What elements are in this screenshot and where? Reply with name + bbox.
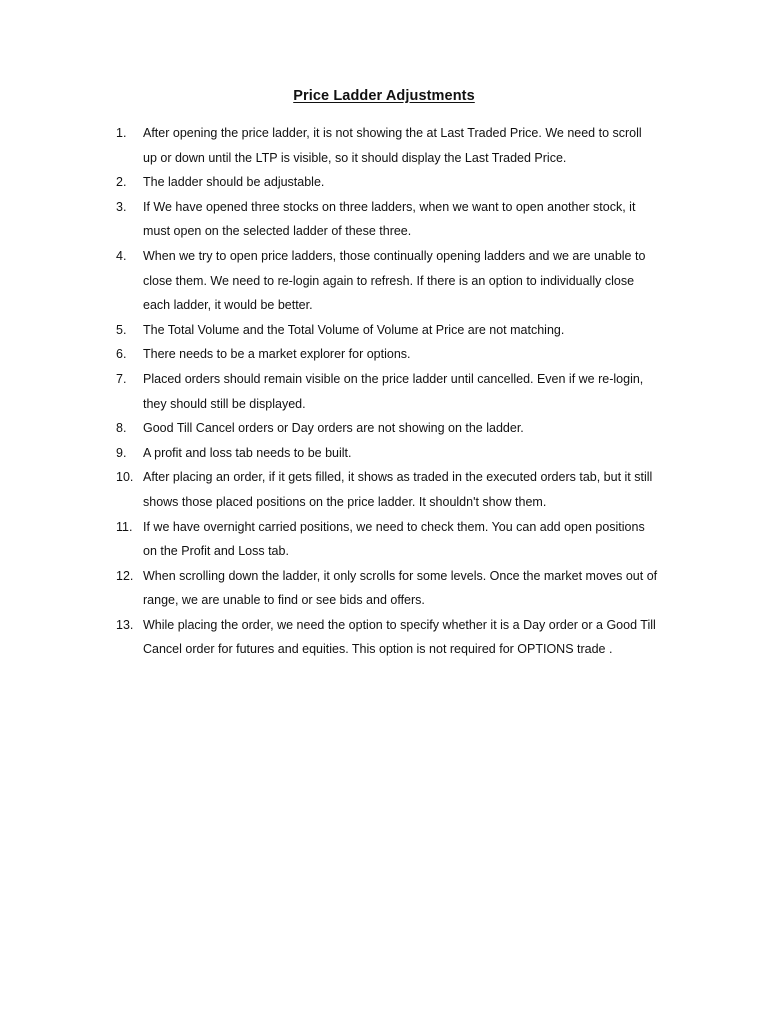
list-item-number: 3.: [116, 199, 127, 214]
list-item: [0, 465, 768, 514]
list-item-number: 10.: [116, 470, 134, 485]
list-item-text: Good Till Cancel orders or Day orders are not showing on the ladder.: [143, 421, 524, 436]
list-item: [0, 121, 768, 170]
list-item: [0, 170, 768, 195]
document-title: Price Ladder Adjustments: [293, 88, 475, 104]
list-item: [0, 613, 768, 662]
list-item-number: 2.: [116, 175, 127, 190]
list-item-text: The Total Volume and the Total Volume of Volume at Price are not matching.: [143, 322, 565, 337]
list-item-text: A profit and loss tab needs to be built.: [143, 445, 352, 460]
list-item: [0, 342, 768, 367]
list-item-number: 5.: [116, 322, 127, 337]
list-item-number: 13.: [116, 617, 134, 632]
list-item: [0, 416, 768, 441]
list-item-number: 4.: [116, 248, 127, 263]
list-item: [0, 367, 768, 416]
list-item: [0, 441, 768, 466]
list-item: [0, 244, 768, 318]
list-item-number: 6.: [116, 347, 127, 362]
list-item-text: When scrolling down the ladder, it only scrolls for some levels. Once the market moves out of range, we are unable to find or see bids and offers.: [143, 568, 658, 608]
list-item: [0, 195, 768, 244]
list-item-text: There needs to be a market explorer for options.: [143, 347, 411, 362]
list-item-text: While placing the order, we need the option to specify whether it is a Day order or a Good Till Cancel order for futures and equities. This option is not required for OPTIONS trade .: [143, 617, 656, 657]
list-item-text: The ladder should be adjustable.: [143, 175, 325, 190]
list-item: [0, 515, 768, 564]
list-item-number: 1.: [116, 126, 127, 140]
list-item-number: 12.: [116, 568, 134, 583]
list-item-text: After placing an order, if it gets filled, it shows as traded in the executed orders tab, but it still shows those placed positions on the price ladder. It shouldn't show them.: [143, 470, 653, 509]
list-item-text: Placed orders should remain visible on the price ladder until cancelled. Even if we re-login, they should still be displayed.: [143, 371, 644, 411]
list-item-text: After opening the price ladder, it is not showing the at Last Traded Price. We need to scroll up or down until the LTP is visible, so it should display the Last Traded Price.: [143, 126, 642, 165]
list-item: [0, 564, 768, 613]
list-item-number: 8.: [116, 421, 127, 436]
list-item-text: If we have overnight carried positions, we need to check them. You can add open positions on the Profit and Loss tab.: [143, 519, 645, 559]
list-item-number: 11.: [116, 519, 133, 534]
list-item-text: When we try to open price ladders, those continually opening ladders and we are unable to close them. We need to re-login again to refresh. If there is an option to individually close each ladder, it would be better.: [143, 248, 646, 313]
list-item: [0, 318, 768, 343]
list-item-text: If We have opened three stocks on three ladders, when we want to open another stock, it must open on the selected ladder of these three.: [143, 199, 636, 239]
list-item-number: 9.: [116, 445, 127, 460]
list-item-number: 7.: [116, 371, 127, 386]
adjustments-list: [0, 121, 768, 662]
